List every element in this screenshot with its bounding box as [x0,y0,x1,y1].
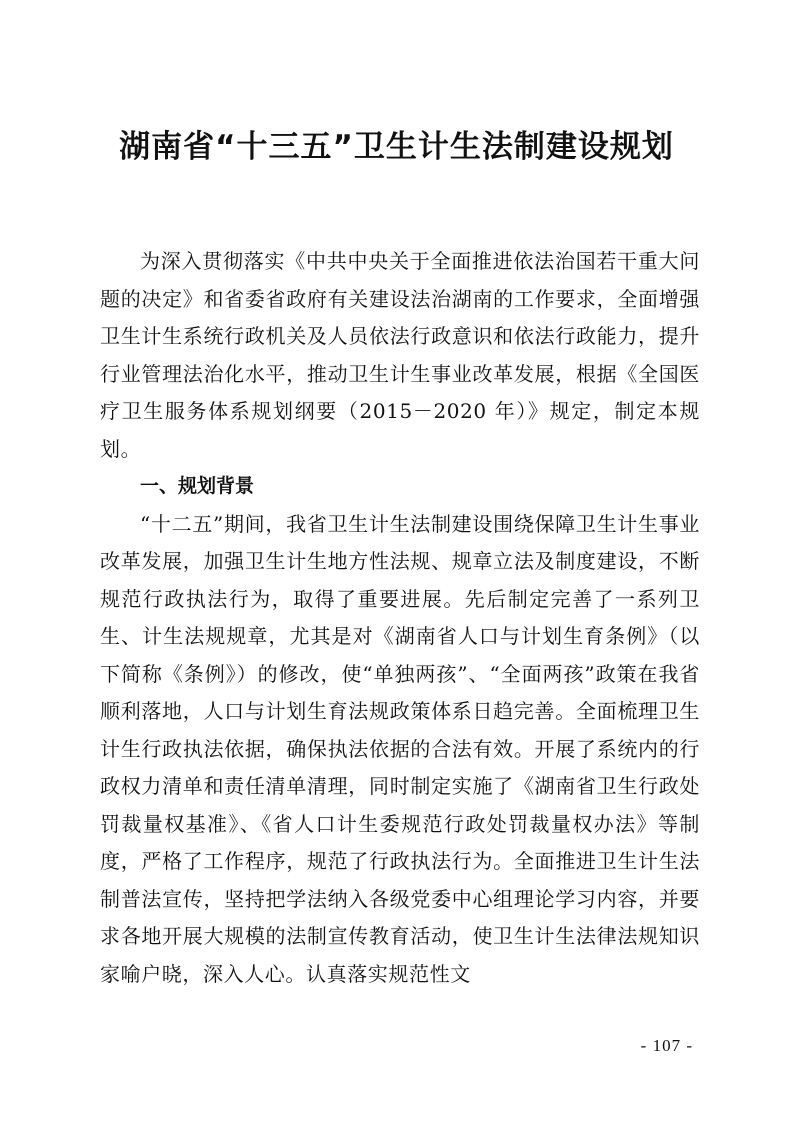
background-paragraph: “十二五”期间，我省卫生计生法制建设围绕保障卫生计生事业改革发展，加强卫生计生地方性法规、规章立法及制度建设，不断规范行政执法行为，取得了重要进展。先后制定完善了一系列卫生、计生法规规章，尤其是对《湖南省人口与计划生育条例》（以下简称《条例》）的修改，使“单独两孩”、“全面两孩”政策在我省顺利落地，人口与计划生育法规政策体系日趋完善。全面梳理卫生计生行政执法依据，确保执法依据的合法有效。开展了系统内的行政权力清单和责任清单清理，同时制定实施了《湖南省卫生行政处罚裁量权基准》、《省人口计生委规范行政处罚裁量权办法》等制度，严格了工作程序，规范了行政执法行为。全面推进卫生计生法制普法宣传，坚持把学法纳入各级党委中心组理论学习内容，并要求各地开展大规模的法制宣传教育活动，使卫生计生法律法规知识家喻户晓，深入人心。认真落实规范性文 [100,511,700,986]
document-title: 湖南省“十三五”卫生计生法制建设规划 [119,129,674,165]
page-number: - 107 - [640,1036,693,1055]
document-body [100,243,700,993]
intro-paragraph: 为深入贯彻落实《中共中央关于全面推进依法治国若干重大问题的决定》和省委省政府有关建设法治湖南的工作要求，全面增强卫生计生系统行政机关及人员依法行政意识和依法行政能力，提升行业管理法治化水平，推动卫生计生事业改革发展，根据《全国医疗卫生服务体系规划纲要（2015－2020 年）》规定，制定本规划。 [100,249,700,461]
section-heading-background: 一、规划背景 [140,475,255,497]
